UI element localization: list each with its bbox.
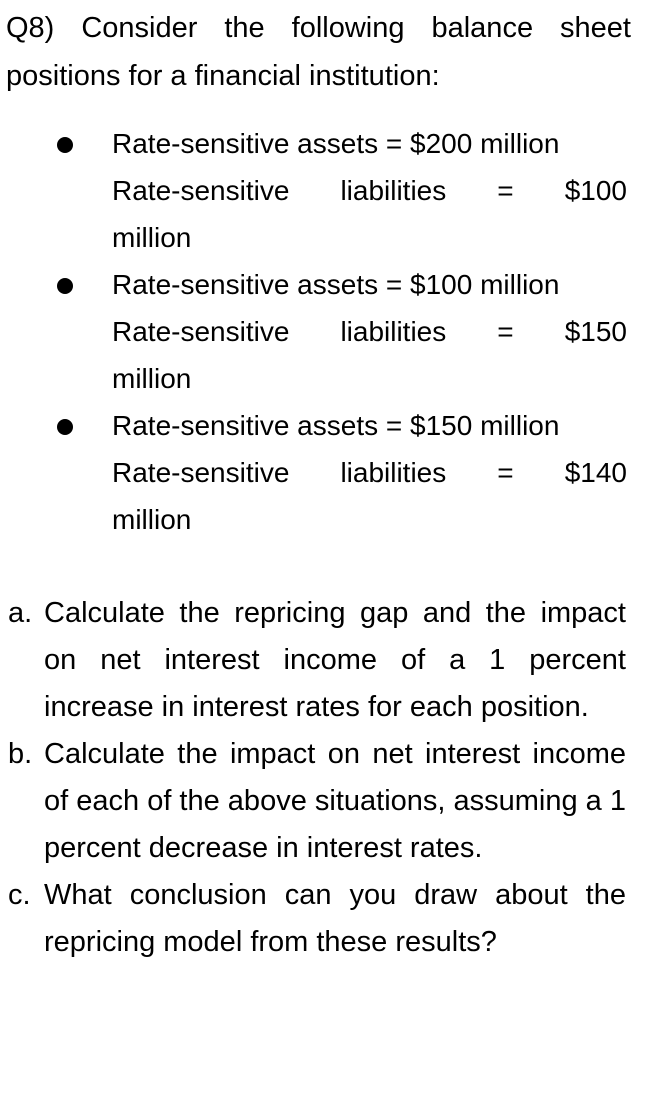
liabilities-word: = [497,316,514,347]
bullet-icon [57,278,73,294]
subquestion-text: What conclusion can you draw about the repricing model from these results? [44,879,626,958]
bullet-icon [57,137,73,153]
liabilities-word: $150 [564,316,627,347]
liabilities-word: Rate-sensitive [112,175,290,206]
assets-line: Rate-sensitive assets = $200 million [112,128,560,159]
subquestion-a [0,590,660,731]
assets-line: Rate-sensitive assets = $100 million [112,269,560,300]
liabilities-word: liabilities [340,316,447,347]
liabilities-word: = [497,457,514,488]
position-item [0,261,660,402]
liabilities-word: $140 [564,457,627,488]
liabilities-line-tail: million [112,504,192,535]
liabilities-line [112,308,627,356]
liabilities-word: Rate-sensitive [112,316,290,347]
subquestion-text: Calculate the repricing gap and the impact on net interest income of a 1 percent increase in interest rates for each position. [44,597,626,723]
liabilities-line [112,449,627,497]
liabilities-line-tail: million [112,222,192,253]
liabilities-line-tail: million [112,363,192,394]
liabilities-word: liabilities [340,175,447,206]
subquestion-marker: a. [8,597,33,629]
position-item [0,402,660,543]
subquestion-marker: b. [8,738,33,770]
subquestion-list [0,590,660,966]
subquestion-b [0,731,660,872]
liabilities-word: = [497,175,514,206]
position-item [0,120,660,261]
liabilities-word: Rate-sensitive [112,457,290,488]
bullet-icon [57,419,73,435]
subquestion-marker: c. [8,879,31,911]
subquestion-text: Calculate the impact on net interest income of each of the above situations, assuming a 1 percent decrease in interest rates. [44,738,626,864]
subquestion-c [0,872,660,966]
balance-sheet-positions [0,120,660,543]
liabilities-line [112,167,627,215]
question-title: Q8) Consider the following balance sheet positions for a financial institution: [6,12,631,92]
assets-line: Rate-sensitive assets = $150 million [112,410,560,441]
liabilities-word: $100 [564,175,627,206]
liabilities-word: liabilities [340,457,447,488]
